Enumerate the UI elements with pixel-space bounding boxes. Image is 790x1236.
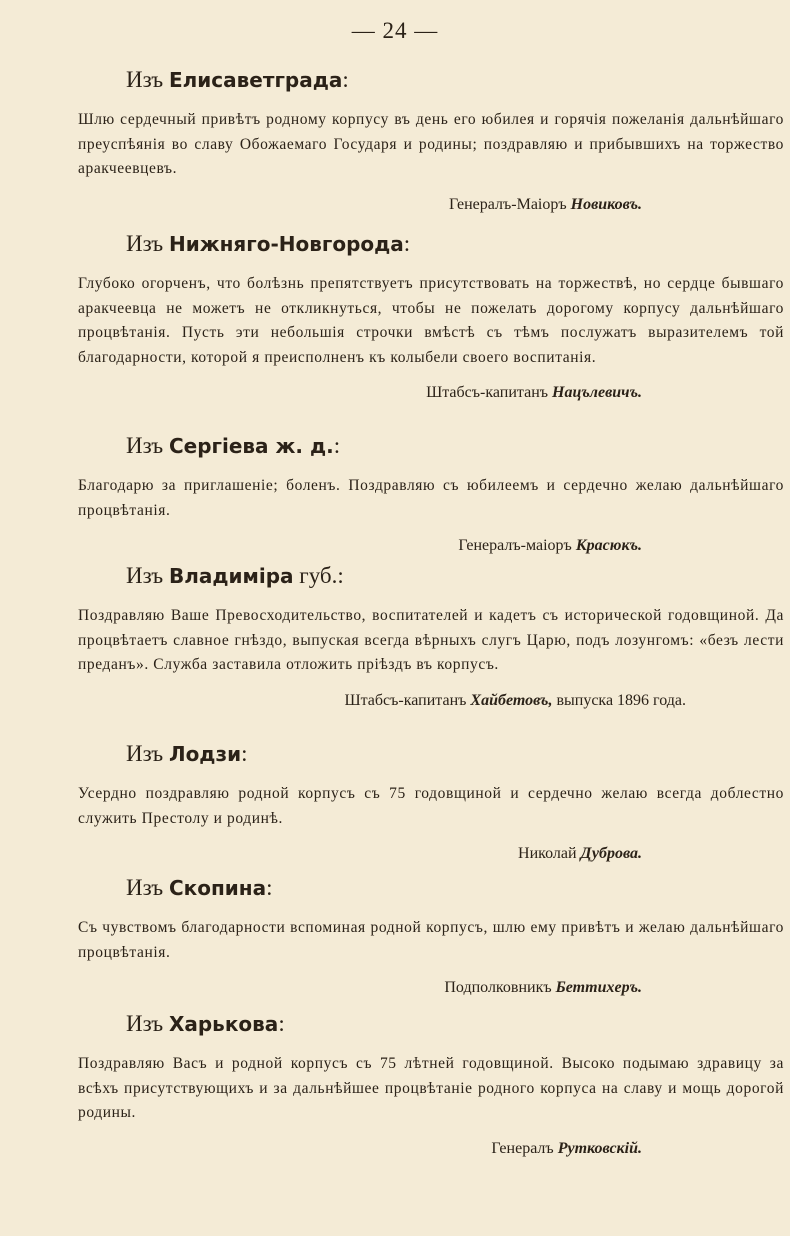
signature-rank: Генералъ: [491, 1139, 554, 1157]
signature-name: Новиковъ.: [570, 195, 642, 213]
telegram-section: [78, 66, 784, 214]
section-text: Благодарю за приглашеніе; боленъ. Поздравляю съ юбилеемъ и сердечно желаю дальнѣйшаго процвѣтанія.: [78, 477, 784, 519]
heading-suffix: :: [278, 1011, 285, 1036]
section-heading: [126, 874, 784, 902]
heading-place: Нижняго-Новгорода: [168, 232, 404, 256]
heading-place: Елисаветграда: [168, 68, 343, 92]
section-heading: [126, 740, 784, 768]
section-text: Поздравляю Васъ и родной корпусъ съ 75 лѣтней годовщиной. Высоко подымаю здравицу за всѣхъ присутствующихъ и за дальнѣйшее процвѣтаніе родного корпуса на славу и мощь дорогой родины.: [78, 1055, 784, 1121]
signature-rank: Штабсъ-капитанъ: [344, 691, 467, 709]
heading-place: Сергіева ж. д.: [168, 434, 334, 458]
section-text: Съ чувствомъ благодарности вспоминая родной корпусъ, шлю ему привѣтъ и желаю дальнѣйшаго процвѣтанія.: [78, 919, 784, 961]
signature: [78, 845, 784, 863]
heading-place: Лодзи: [168, 742, 242, 766]
telegram-section: [78, 432, 784, 555]
section-heading: [126, 66, 784, 94]
heading-prefix: Изъ: [126, 741, 164, 766]
telegram-section: [78, 230, 784, 402]
signature-rank: Генералъ-Маіоръ: [448, 195, 567, 213]
signature-extra: выпуска 1896 года.: [556, 691, 686, 709]
telegram-section: [78, 562, 784, 710]
signature-rank: Подполковникъ: [444, 979, 552, 996]
signature-rank: Генералъ-маіоръ: [458, 537, 572, 554]
telegram-section: [78, 1010, 784, 1158]
signature-name: Нацълевичъ.: [552, 384, 642, 401]
signature-rank: Николай: [518, 845, 577, 862]
heading-suffix: :: [333, 433, 341, 458]
signature-name: Дуброва.: [580, 845, 642, 862]
heading-suffix: губ.:: [299, 563, 344, 588]
heading-place: Скопина: [168, 876, 267, 900]
signature: [78, 979, 784, 997]
telegram-section: [78, 874, 784, 997]
section-heading: [126, 1010, 784, 1038]
heading-suffix: :: [342, 67, 349, 92]
heading-suffix: :: [403, 231, 411, 256]
section-text: Поздравляю Ваше Превосходительство, воспитателей и кадетъ съ исторической годовщиной. Да процвѣтаетъ славное гнѣздо, выпуская всегда вѣрныхъ слугъ Царю, подъ лозунгомъ: «безъ лести преданъ». Служба заставила отложить прiѣздъ въ корпусъ.: [78, 607, 784, 673]
heading-prefix: Изъ: [126, 1011, 164, 1036]
heading-prefix: Изъ: [126, 67, 164, 92]
heading-prefix: Изъ: [126, 875, 164, 900]
signature-name: Хайбетовъ,: [470, 691, 553, 709]
signature-name: Беттихеръ.: [555, 979, 642, 996]
signature-name: Красюкъ.: [575, 537, 642, 554]
heading-prefix: Изъ: [126, 231, 164, 256]
signature: [78, 692, 784, 710]
signature-rank: Штабсъ-капитанъ: [426, 384, 549, 401]
section-text: Глубоко огорченъ, что болѣзнь препятствуетъ присутствовать на торжествѣ, но сердце бывшаго аракчеевца не можетъ не откликнуться, чтобы не пожелать дорогому корпусу дальнѣйшаго процвѣтанія. Пусть эти небольшія строчки вмѣстѣ съ тѣмъ послужатъ выразителемъ той благодарности, которой я преисполненъ къ колыбели своего воспитанія.: [78, 275, 784, 366]
heading-place: Владиміра: [168, 564, 294, 588]
section-heading: [126, 562, 784, 590]
heading-place: Харькова: [168, 1012, 279, 1036]
signature: [78, 196, 784, 214]
section-heading: [126, 230, 784, 258]
telegram-section: [78, 740, 784, 863]
signature: [78, 384, 784, 402]
section-text: Шлю сердечный привѣтъ родному корпусу въ день его юбилея и горячія пожеланія дальнѣйшаго преуспѣянія во славу Обожаемаго Государя и родины; поздравляю и прибывшихъ на торжество аракчеевцевъ.: [78, 111, 784, 177]
signature-name: Рутковскій.: [557, 1139, 642, 1157]
heading-suffix: :: [241, 741, 248, 766]
heading-suffix: :: [266, 875, 273, 900]
signature: [78, 1140, 784, 1158]
page-number: — 24 —: [351, 18, 439, 43]
section-heading: [126, 432, 784, 460]
section-text: Усердно поздравляю родной корпусъ съ 75 годовщиной и сердечно желаю всегда доблестно служить Престолу и родинѣ.: [78, 785, 784, 827]
signature: [78, 537, 784, 555]
heading-prefix: Изъ: [126, 563, 164, 588]
heading-prefix: Изъ: [126, 433, 164, 458]
